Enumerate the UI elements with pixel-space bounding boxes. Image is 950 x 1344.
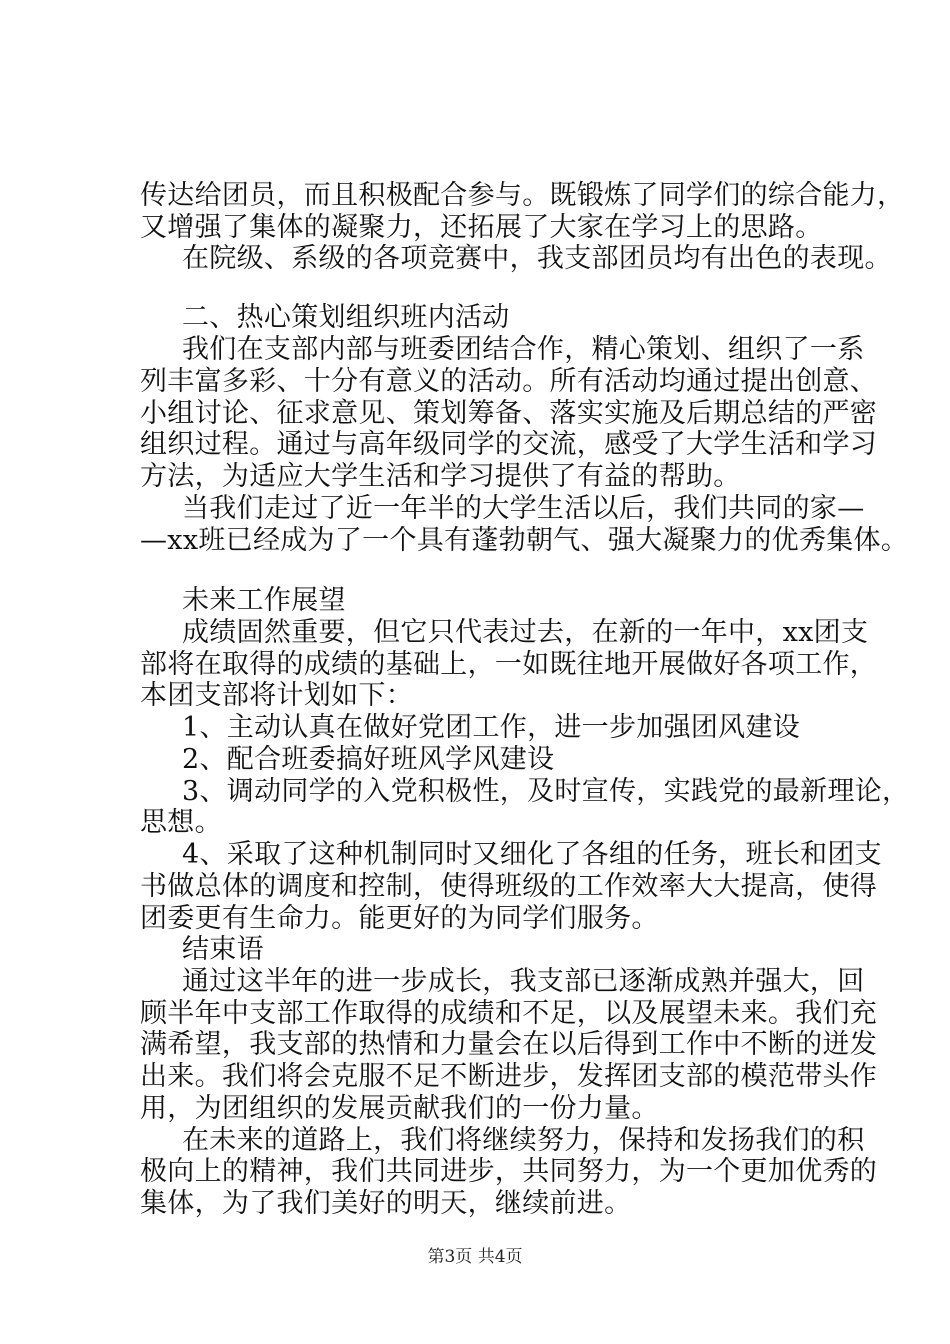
list-item: 1、主动认真在做好党团工作，进一步加强团风建设 (182, 712, 801, 743)
paragraph-line: 传达给团员，而且积极配合参与。既锻炼了同学们的综合能力， (140, 180, 905, 211)
list-item: 书做总体的调度和控制，使得班级的工作效率大大提高，使得 (140, 871, 878, 902)
paragraph-line: 部将在取得的成绩的基础上，一如既往地开展做好各项工作， (140, 649, 878, 680)
page-footer: 第3页 共4页 (427, 1247, 523, 1267)
list-item: 思想。 (140, 807, 222, 838)
paragraph-line: 在院级、系级的各项竞赛中，我支部团员均有出色的表现。 (182, 243, 892, 274)
paragraph-line: 集体，为了我们美好的明天，继续前进。 (140, 1188, 632, 1219)
paragraph-line: 通过这半年的进一步成长，我支部已逐渐成熟并强大，回 (182, 966, 865, 997)
paragraph-line: 组织过程。通过与高年级同学的交流，感受了大学生活和学习 (140, 429, 878, 460)
paragraph-line: 小组讨论、征求意见、策划筹备、落实实施及后期总结的严密 (140, 398, 878, 429)
list-item: 3、调动同学的入党积极性，及时宣传，实践党的最新理论， (182, 776, 910, 807)
section-heading: 结束语 (182, 934, 264, 965)
list-item: 团委更有生命力。能更好的为同学们服务。 (140, 903, 659, 934)
paragraph-line: 列丰富多彩、十分有意义的活动。所有活动均通过提出创意、 (140, 366, 878, 397)
paragraph-line: —xx班已经成为了一个具有蓬勃朝气、强大凝聚力的优秀集体。 (140, 525, 909, 556)
paragraph-line: 当我们走过了近一年半的大学生活以后，我们共同的家— (182, 493, 865, 524)
paragraph-line: 顾半年中支部工作取得的成绩和不足，以及展望未来。我们充 (140, 998, 878, 1029)
paragraph-line: 出来。我们将会克服不足不断进步，发挥团支部的模范带头作 (140, 1061, 878, 1092)
section-heading: 二、热心策划组织班内活动 (182, 302, 510, 333)
paragraph-line: 满希望，我支部的热情和力量会在以后得到工作中不断的迸发 (140, 1029, 878, 1060)
paragraph-line: 本团支部将计划如下： (140, 680, 413, 711)
paragraph-line: 又增强了集体的凝聚力，还拓展了大家在学习上的思路。 (140, 212, 823, 243)
section-heading: 未来工作展望 (182, 585, 346, 616)
paragraph-line: 方法，为适应大学生活和学习提供了有益的帮助。 (140, 461, 741, 492)
paragraph-line: 极向上的精神，我们共同进步，共同努力，为一个更加优秀的 (140, 1156, 878, 1187)
list-item: 4、采取了这种机制同时又细化了各组的任务，班长和团支 (182, 839, 882, 870)
paragraph-line: 成绩固然重要，但它只代表过去，在新的一年中，xx团支 (182, 617, 869, 648)
paragraph-line: 我们在支部内部与班委团结合作，精心策划、组织了一系 (182, 334, 865, 365)
paragraph-line: 在未来的道路上，我们将继续努力，保持和发扬我们的积 (182, 1125, 865, 1156)
list-item: 2、配合班委搞好班风学风建设 (182, 744, 555, 775)
paragraph-line: 用，为团组织的发展贡献我们的一份力量。 (140, 1093, 659, 1124)
